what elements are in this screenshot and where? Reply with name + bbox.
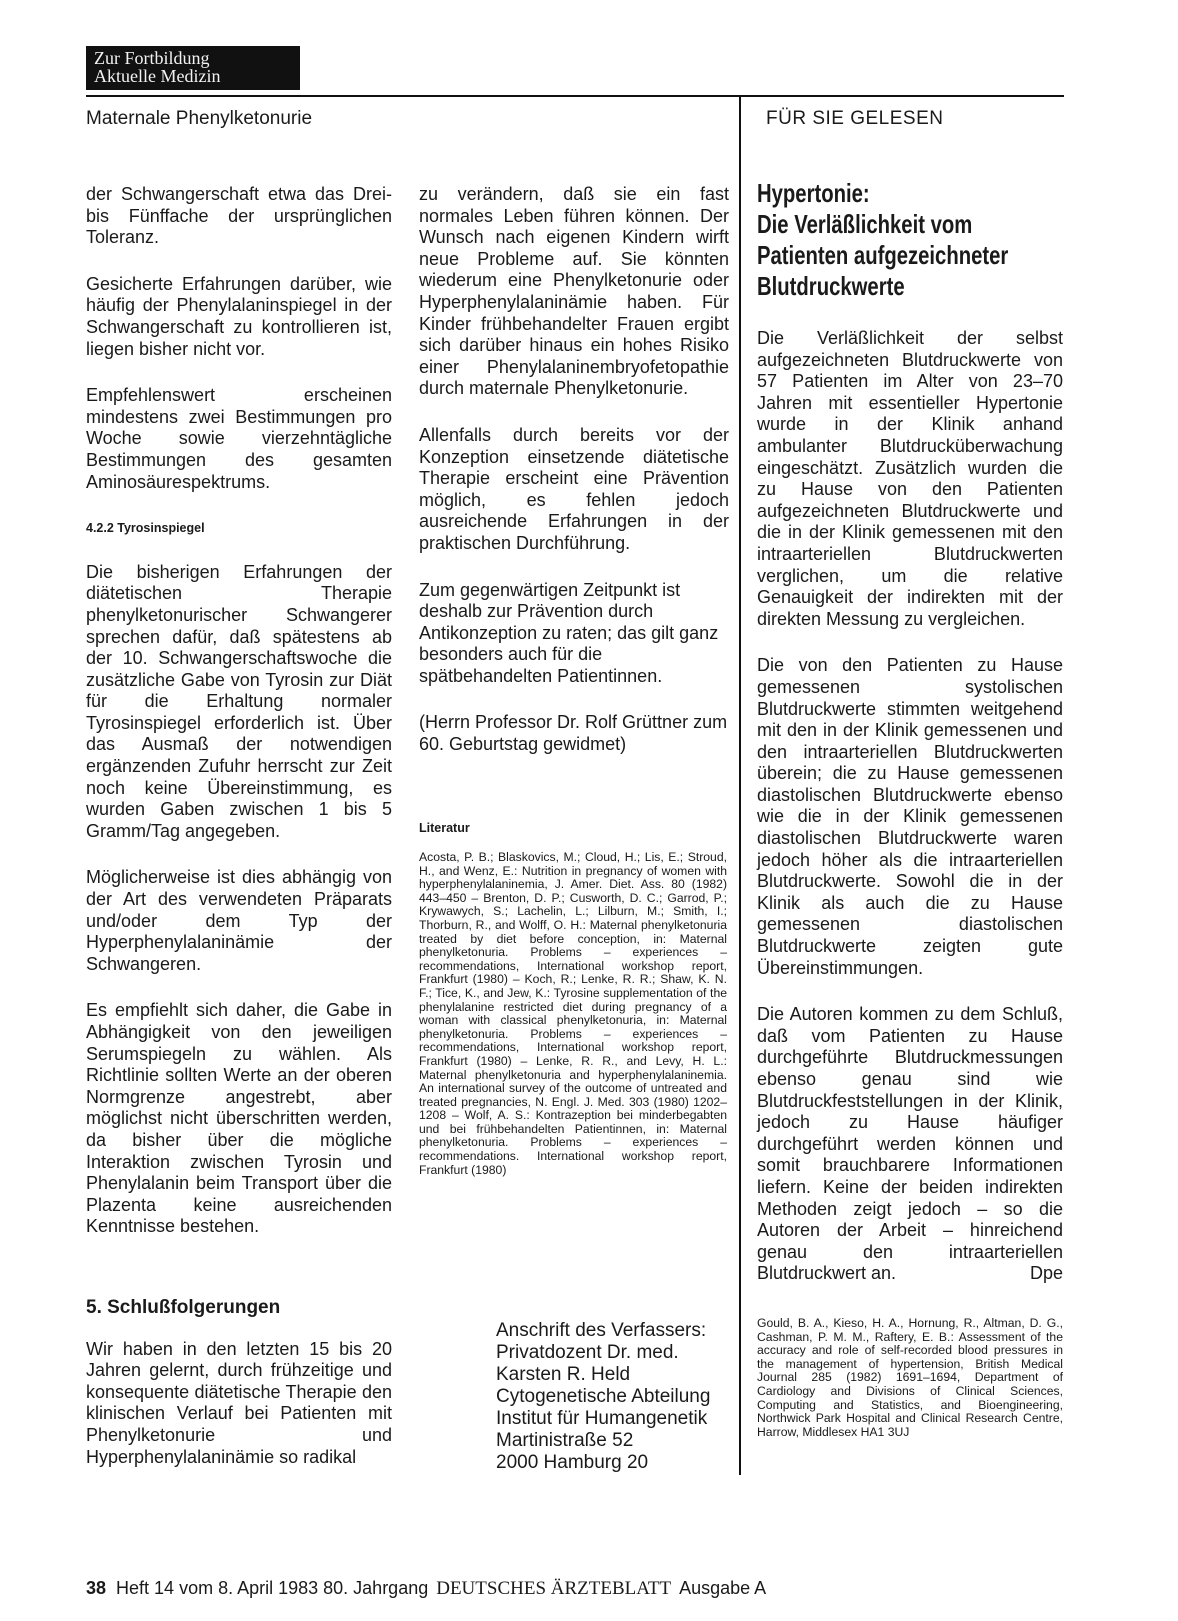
headline-line: Die Verläßlichkeit vom bbox=[757, 209, 973, 239]
paragraph: Die von den Patienten zu Hause gemessenen systolischen Blutdruckwerte stimmten weitgehend mit den in der Klinik gemessenen und den intraarteriellen Blutdruckwerten überein; die zu Hause gemessenen diastolischen Blutdruckwerte ebenso wie die in der Klinik gemessenen diastolischen Blutdruckwerte waren jedoch höher als die intraarteriellen Blutdruckwerte. Sowohl die in der Klinik als auch die zu Hause gemessenen diastolischen Blutdruckwerte zeigten gute Übereinstimmungen. bbox=[757, 655, 1063, 978]
literature-list: Acosta, P. B.; Blaskovics, M.; Cloud, H.; Lis, E.; Stroud, H., and Wenz, E.: Nutrition in pregnancy of women with hyperphenylalaninemia, J. Amer. Diet. Ass. 80 (1982) 443–450 – Brenton, D. P.; Cusworth, D. C.; Garrod, P.; Krywawych, S.; Lachelin, L.; Lilburn, M.; Smith, I.; Thorburn, R., and Wolff, O. H.: Maternal phenylketonuria treated by diet before conception, in: Maternal phenylketonuria. Problems – experiences – recommendations, International workshop report, Frankfurt (1980) – Koch, R.; Lenke, R. R.; Shaw, K. N. F.; Tice, K., and Jew, K.: Tyrosine supplementation of the phenylalanine restricted diet during pregnancy of a woman with classical phenylketonuria, in: Maternal phenylketonuria. Problems – experiences – recommendations, International workshop report, Frankfurt (1980) – Lenke, R. R., and Levy, H. L.: Maternal phenylketonuria and hyperphenylalaninemia. An international survey of the outcome of untreated and treated pregnancies, N. Engl. J. Med. 303 (1980) 1202–1208 – Wolf, A. S.: Kontrazeption bei minderbegabten und bei frühbehandelten Patientinnen, in: Maternal phenylketonuria. Problems – experiences – recommendations. International workshop report, Frankfurt (1980) bbox=[419, 850, 727, 1177]
paragraph: der Schwangerschaft etwa das Drei- bis Fünffache der ursprünglichen Toleranz. bbox=[86, 184, 392, 248]
paragraph: Gesicherte Erfahrungen darüber, wie häufig der Phenylalaninspiegel in der Schwangerschaft zu kontrollieren ist, liegen bisher nicht vor. bbox=[86, 273, 392, 359]
paragraph: Wir haben in den letzten 15 bis 20 Jahren gelernt, durch frühzeitige und konsequente diätetische Therapie den klinischen Verlauf bei Patienten mit Phenylketonurie und Hyperphenylalaninämie so radikal bbox=[86, 1338, 392, 1467]
address-line: Privatdozent Dr. med. bbox=[496, 1342, 679, 1363]
page-footer bbox=[86, 1578, 766, 1600]
headline-line: Patienten aufgezeichneter bbox=[757, 240, 1009, 270]
headline-line: Hypertonie: bbox=[757, 178, 870, 208]
headline-line: Blutdruckwerte bbox=[757, 271, 905, 301]
paragraph: Allenfalls durch bereits vor der Konzeption einsetzende diätetische Therapie erscheint eine Prävention möglich, es fehlen jedoch ausreichende Erfahrungen in der praktischen Durchführung. bbox=[419, 424, 729, 553]
right-section-title: FÜR SIE GELESEN bbox=[766, 108, 944, 129]
dedication: (Herrn Professor Dr. Rolf Grüttner zum 60. Geburtstag gewidmet) bbox=[419, 712, 728, 755]
page-number: 38 bbox=[86, 1578, 107, 1598]
article-reference: Gould, B. A., Kieso, H. A., Hornung, R., Altman, D. G., Cashman, P. M. M., Raftery, E. B.: Assessment of the accuracy and role of self-recorded blood pressures in the management of hypertension, British Medical Journal 285 (1982) 1691–1694, Department of Cardiology and Divisions of Clinical Sciences, Computing and Statistics, and Bioengineering, Northwick Park Hospital and Clinical Research Centre, Harrow, Middlesex HA1 3UJ bbox=[757, 1316, 1063, 1439]
badge-line-2: Aktuelle Medizin bbox=[94, 66, 221, 86]
address-line: Karsten R. Held bbox=[496, 1364, 631, 1385]
column-2 bbox=[419, 184, 729, 781]
address-line: Martinistraße 52 bbox=[496, 1430, 634, 1451]
paragraph-text: Die Autoren kommen zu dem Schluß, daß vom Patienten zu Hause durchgeführte Blutdruckmessungen ebenso genau sind wie Blutdruckfeststellungen in der Klinik, jedoch zu Hause häufiger durchgeführt werden können und somit brauchbarere Informationen liefern. Keine der beiden indirekten Methoden zeigt jedoch – so die Autoren der Arbeit – hinreichend genau den intraarteriellen Blutdruckwert an. bbox=[757, 1004, 1063, 1284]
header-rule bbox=[86, 95, 1064, 97]
issue-info: Heft 14 vom 8. April 1983 80. Jahrgang bbox=[116, 1578, 429, 1598]
subheading-tyrosinspiegel: 4.2.2 Tyrosinspiegel bbox=[86, 521, 205, 536]
column-3 bbox=[757, 328, 1063, 1285]
paragraph: Die bisherigen Erfahrungen der diätetischen Therapie phenylketonurischer Schwangerer sprechen dafür, daß spätestens ab der 10. Schwangerschaftswoche die zusätzliche Gabe von Tyrosin zur Diät für die Erhaltung normaler Tyrosinspiegel erforderlich ist. Über das Ausmaß der notwendigen ergänzenden Zufuhr herrscht zur Zeit noch keine Übereinstimmung, es wurden Gaben zwischen 1 bis 5 Gramm/Tag angegeben. bbox=[86, 561, 392, 841]
article-headline bbox=[757, 178, 1067, 302]
paragraph bbox=[757, 1004, 1063, 1285]
paragraph: Die Verläßlichkeit der selbst aufgezeichneten Blutdruckwerte von 57 Patienten im Alter von 23–70 Jahren mit essentieller Hypertonie wurde in der Klinik anhand ambulanter Blutdrucküberwachung eingeschätzt. Zusätzlich wurden die zu Hause von den Patienten aufgezeichneten Blutdruckwerte und die in der Klinik gemessenen mit den intraarteriellen Blutdruckwerten verglichen, um die relative Genauigkeit der indirekten mit der direkten Messung zu vergleichen. bbox=[757, 328, 1063, 629]
column-1 bbox=[86, 184, 392, 1263]
address-line: 2000 Hamburg 20 bbox=[496, 1452, 649, 1473]
address-line: Institut für Humangenetik bbox=[496, 1408, 708, 1429]
author-address bbox=[496, 1320, 736, 1474]
literature-heading: Literatur bbox=[419, 821, 470, 835]
column-1-conclusion bbox=[86, 1297, 392, 1493]
paragraph: Es empfiehlt sich daher, die Gabe in Abhängigkeit von den jeweiligen Serumspiegeln zu wählen. Als Richtlinie sollten Werte an der oberen Normgrenze angestrebt, aber möglichst nicht überschritten werden, da bisher über die mögliche Interaktion zwischen Tyrosin und Phenylalanin beim Transport über die Plazenta keine ausreichenden Kenntnisse bestehen. bbox=[86, 1000, 392, 1237]
journal-name: DEUTSCHES ÄRZTEBLATT bbox=[436, 1578, 672, 1599]
column-divider bbox=[739, 97, 741, 1475]
paragraph: Möglicherweise ist dies abhängig von der Art des verwendeten Präparats und/oder dem Typ der Hyperphenylalaninämie der Schwangeren. bbox=[86, 867, 392, 974]
paragraph: zu verändern, daß sie ein fast normales Leben führen können. Der Wunsch nach eigenen Kindern wirft neue Probleme auf. Sie könnten wiederum eine Phenylketonurie oder Hyperphenylalaninämie haben. Für Kinder frühbehandelter Frauen ergibt sich darüber hinaus ein hohes Risiko einer Phenylalaninembryofetopathie durch maternale Phenylketonurie. bbox=[419, 184, 729, 399]
address-line: Cytogenetische Abteilung bbox=[496, 1386, 711, 1407]
badge-line-1: Zur Fortbildung bbox=[94, 48, 210, 68]
section-heading-schlussfolgerungen: 5. Schlußfolgerungen bbox=[86, 1297, 281, 1318]
left-section-title: Maternale Phenylketonurie bbox=[86, 108, 313, 129]
paragraph: Empfehlenswert erscheinen mindestens zwei Bestimmungen pro Woche sowie vierzehntägliche Bestimmungen des gesamten Aminosäurespektrums. bbox=[86, 385, 392, 492]
edition: Ausgabe A bbox=[679, 1578, 767, 1598]
paragraph: Zum gegenwärtigen Zeitpunkt ist deshalb zur Prävention durch Antikonzeption zu raten; das gilt ganz besonders auch für die spätbehandelten Patientinnen. bbox=[419, 579, 719, 686]
author-signature: Dpe bbox=[1029, 1263, 1063, 1284]
address-line: Anschrift des Verfassers: bbox=[496, 1320, 707, 1341]
series-badge bbox=[86, 46, 300, 90]
